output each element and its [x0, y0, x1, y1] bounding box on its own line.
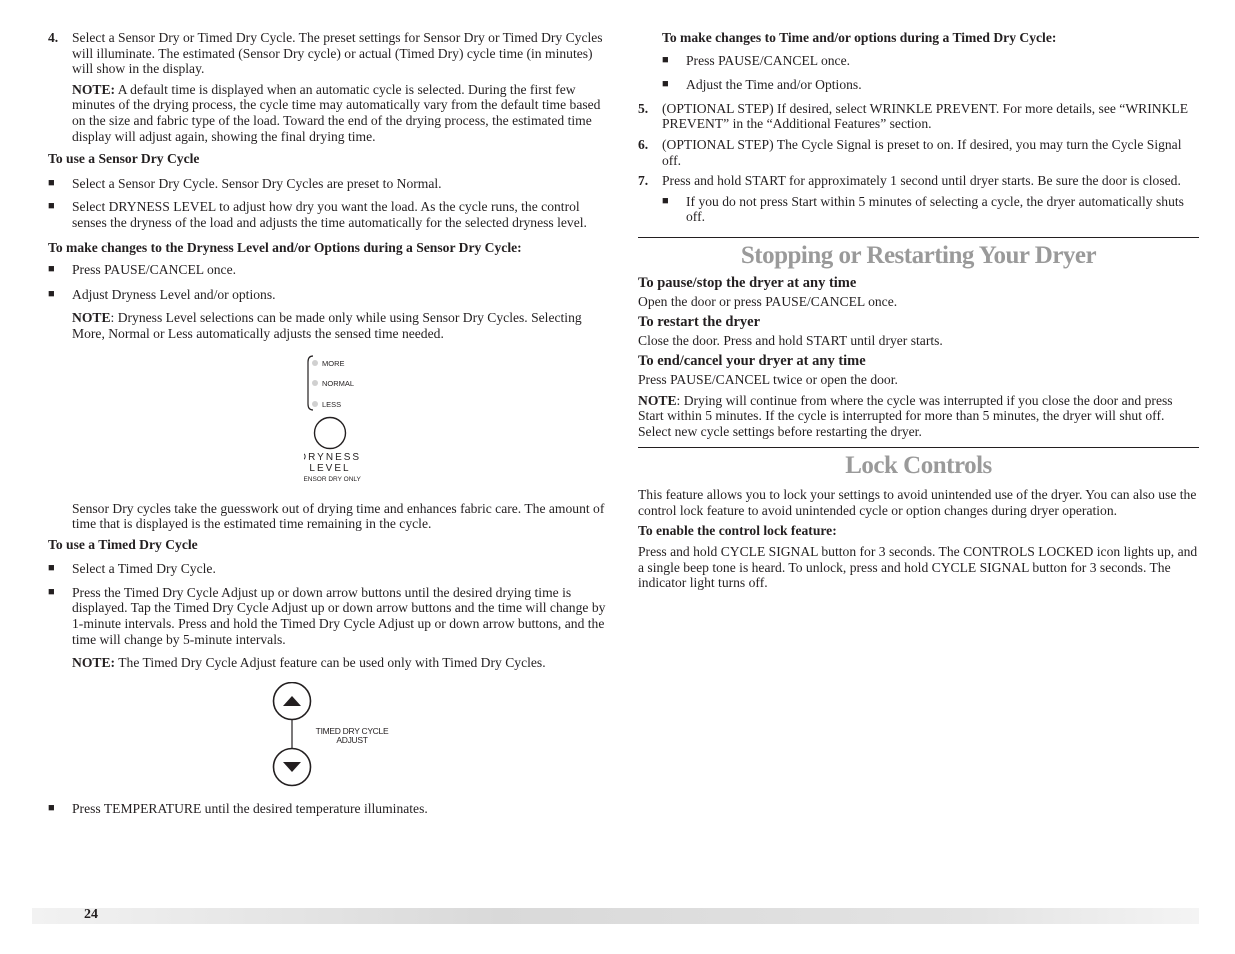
lock-heading: To enable the control lock feature: — [638, 523, 837, 539]
section-divider — [638, 447, 1199, 448]
bullet-square-icon: ■ — [662, 78, 669, 91]
footer-bar — [32, 908, 1199, 924]
cancel-heading: To end/cancel your dryer at any time — [638, 353, 866, 370]
list-item: ■ Press PAUSE/CANCEL once. — [48, 262, 237, 278]
list-item: ■ Adjust the Time and/or Options. — [662, 77, 862, 93]
list-item: ■ Press PAUSE/CANCEL once. — [662, 52, 851, 68]
note-label: NOTE: — [72, 81, 116, 97]
dryness-changes-heading: To make changes to the Dryness Level and/or Options during a Sensor Dry Cycle: — [48, 239, 522, 255]
step-number: 4. — [48, 30, 59, 45]
step-5: 5. (OPTIONAL STEP) If desired, select WRINKLE PREVENT. For more details, see “WRINKLE PREVENT” in the “Additional Features” section. — [638, 100, 1189, 132]
note-label: NOTE — [638, 392, 677, 408]
sensor-dry-only-caption: SENSOR DRY ONLY — [304, 475, 361, 483]
timed-adjust-label-line2: ADJUST — [336, 734, 368, 745]
dryness-less-label: LESS — [322, 399, 342, 409]
dryness-level-diagram — [304, 354, 394, 488]
bullet-square-icon: ■ — [48, 801, 55, 814]
left-column — [48, 30, 608, 816]
list-item: ■ Adjust Dryness Level and/or options. — [48, 286, 276, 302]
dryness-label-line2: LEVEL — [309, 462, 351, 474]
dryness-label-line1: DRYNESS — [304, 451, 362, 463]
note-timed-adjust — [48, 655, 608, 671]
timed-adjust-label-line1: TIMED DRY CYCLE — [315, 725, 389, 736]
cancel-text: Press PAUSE/CANCEL twice or open the door. — [638, 371, 898, 387]
list-item: ■ Select a Sensor Dry Cycle. Sensor Dry Cycles are preset to Normal. — [48, 175, 442, 191]
note-interrupted — [638, 393, 1199, 440]
bullet-square-icon: ■ — [48, 176, 55, 189]
lock-section-title: Lock Controls — [845, 452, 992, 480]
stopping-section-title: Stopping or Restarting Your Dryer — [740, 241, 1097, 269]
note-default-time — [48, 82, 608, 144]
list-item: ■ Press TEMPERATURE until the desired temperature illuminates. — [48, 800, 428, 816]
time-changes-heading: To make changes to Time and/or options during a Timed Dry Cycle: — [662, 30, 1057, 45]
indicator-light-icon — [312, 360, 318, 366]
right-column — [638, 30, 1199, 591]
step-text: Select a Sensor Dry or Timed Dry Cycle. The preset settings for Sensor Dry or Timed Dry Cycles will illuminate. The estimated (Sensor Dry cycle) or actual (Timed Dry) cycle time (in minutes) will show in the display. — [72, 30, 603, 77]
restart-text: Close the door. Press and hold START until dryer starts. — [638, 332, 943, 348]
lock-intro: This feature allows you to lock your settings to avoid unintended use of the dryer. You can also use the control lock feature to avoid unintended cycle or option changes during dryer operation. — [638, 487, 1197, 518]
restart-heading: To restart the dryer — [638, 314, 761, 331]
lock-text: Press and hold CYCLE SIGNAL button for 3 seconds. The CONTROLS LOCKED icon lights up, and a single beep tone is heard. To unlock, press and hold CYCLE SIGNAL button for 3 seconds. The indicator light turns off. — [638, 544, 1198, 591]
list-item: ■ Select a Timed Dry Cycle. — [48, 561, 216, 577]
bullet-square-icon: ■ — [48, 562, 55, 575]
bullet-square-icon: ■ — [48, 263, 55, 276]
dryness-level-figure — [304, 354, 394, 488]
section-divider — [638, 237, 1199, 238]
step-6: 6. (OPTIONAL STEP) The Cycle Signal is preset to on. If desired, you may turn the Cycle Signal off. — [638, 136, 1182, 168]
bullet-square-icon: ■ — [48, 200, 55, 213]
note-text: : Dryness Level selections can be made only while using Sensor Dry Cycles. Selecting More, Normal or Less automatically adjusts the sensed time needed. — [72, 310, 582, 341]
bullet-square-icon: ■ — [48, 287, 55, 300]
bullet-square-icon: ■ — [662, 53, 669, 66]
bullet-square-icon: ■ — [662, 194, 669, 207]
pause-text: Open the door or press PAUSE/CANCEL once. — [638, 293, 898, 309]
timed-dry-adjust-diagram — [270, 682, 400, 792]
page-number: 24 — [84, 907, 98, 922]
step-7: 7. Press and hold START for approximately 1 second until dryer starts. Be sure the door is closed. — [638, 173, 1181, 189]
dryness-more-label: MORE — [322, 358, 345, 368]
dryness-level-button-icon — [315, 417, 346, 448]
indicator-light-icon — [312, 401, 318, 407]
sensor-dry-info: Sensor Dry cycles take the guesswork out of drying time and enhances fabric care. The amount of time that is displayed is the estimated time remaining in the cycle. — [72, 500, 605, 532]
list-item: ■ Press the Timed Dry Cycle Adjust up or down arrow buttons until the desired drying time is displayed. Tap the Timed Dry Cycle Adjust up or down arrow buttons and the time will change by 1-minute intervals. Press and hold the Timed Dry Cycle Adjust up or down arrow buttons, and the time will change by 5-minute intervals. — [48, 584, 606, 647]
timed-dry-adjust-figure — [270, 682, 400, 792]
note-text: : Drying will continue from where the cycle was interrupted if you close the door and press Start within 5 minutes. If the cycle is interrupted for more than 5 minutes, the dryer will shut off. Select new cycle settings before restarting the dryer. — [638, 392, 1173, 439]
note-text: The Timed Dry Cycle Adjust feature can be used only with Timed Dry Cycles. — [115, 655, 546, 671]
note-dryness — [48, 310, 608, 341]
timed-dry-heading: To use a Timed Dry Cycle — [48, 536, 198, 552]
indicator-light-icon — [312, 380, 318, 386]
note-label: NOTE — [72, 310, 111, 326]
list-item: ■ If you do not press Start within 5 minutes of selecting a cycle, the dryer automatically shuts off. — [662, 193, 1184, 225]
pause-heading: To pause/stop the dryer at any time — [638, 274, 857, 291]
note-label: NOTE: — [72, 655, 116, 671]
sensor-dry-heading: To use a Sensor Dry Cycle — [48, 151, 200, 167]
note-text: A default time is displayed when an automatic cycle is selected. During the first few minutes of the drying process, the cycle time may automatically vary from the default time based on the size and fabric type of the load. Toward the end of the drying process, the estimated time display will adjust again, showing the final drying time. — [72, 81, 601, 144]
dryness-normal-label: NORMAL — [322, 378, 355, 388]
list-item: ■ Select DRYNESS LEVEL to adjust how dry you want the load. As the cycle runs, the control senses the dryness of the load and adjusts the time automatically for the selected dryness level. — [48, 199, 587, 230]
step-4 — [48, 30, 608, 77]
bullet-square-icon: ■ — [48, 585, 55, 598]
